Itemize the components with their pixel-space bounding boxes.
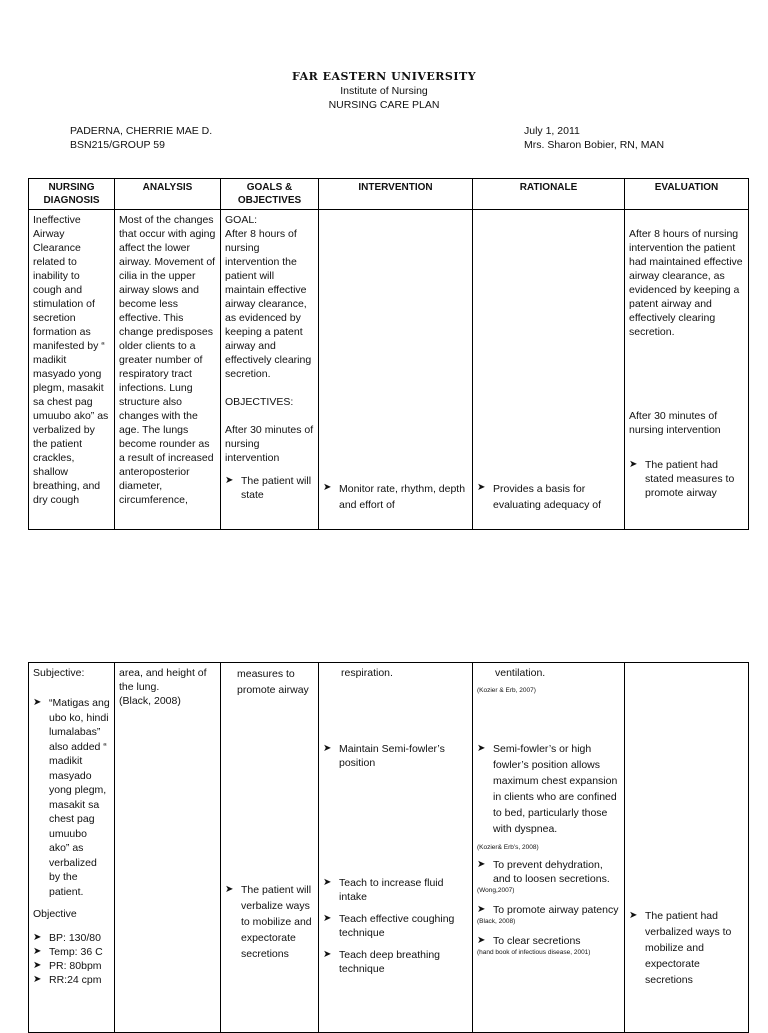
date-info — [524, 124, 664, 152]
bullet-arrow-icon: ➤ — [225, 884, 234, 895]
university-name: FAR EASTERN UNIVERSITY — [291, 70, 477, 83]
analysis-cell — [115, 210, 221, 530]
bullet-arrow-icon: ➤ — [477, 935, 486, 946]
rationale-item: To promote airway patency — [493, 904, 619, 916]
objectives-text: After 30 minutes of nursing intervention — [225, 424, 314, 464]
column-header: RATIONALE — [473, 179, 625, 210]
table-header-row — [29, 179, 749, 210]
list-item — [33, 931, 110, 945]
vital-sign: RR:24 cpm — [49, 974, 102, 986]
goals-cell — [221, 210, 319, 530]
goal-label: GOAL: — [225, 214, 258, 226]
bullet-arrow-icon: ➤ — [33, 960, 42, 971]
rationale-reference: (Black, 2008) — [477, 918, 516, 925]
bullet-arrow-icon: ➤ — [323, 877, 332, 888]
bullet-arrow-icon: ➤ — [33, 932, 42, 943]
bullet-arrow-icon: ➤ — [477, 904, 486, 915]
objective-label: Objective — [33, 908, 77, 920]
bullet-arrow-icon: ➤ — [629, 910, 638, 921]
analysis-text: Most of the changes that occur with aging affect the lower airway. Movement of cilia in the upper airway slows and become less effective. This change predisposes older clients to a greater number of respiratory tract infections. Lung structure also changes with the age. The lungs become rounder as a result of increased anteroposterior diameter, circumference, — [119, 214, 216, 506]
student-group: BSN215/GROUP 59 — [70, 139, 165, 151]
objective-item: The patient will verbalize ways to mobilize and expectorate secretions — [241, 884, 312, 960]
list-item — [629, 908, 744, 988]
column-header: NURSING DIAGNOSIS — [29, 179, 115, 210]
analysis-cell — [115, 663, 221, 1033]
list-item — [323, 948, 468, 976]
bullet-arrow-icon: ➤ — [33, 974, 42, 985]
subjective-label: Subjective: — [33, 667, 85, 679]
rationale-reference: (Wong,2007) — [477, 887, 515, 894]
diagnosis-cell — [29, 210, 115, 530]
list-item — [33, 973, 110, 987]
vitals-list — [33, 931, 110, 987]
rationale-cell — [473, 210, 625, 530]
evaluation-cell — [625, 210, 749, 530]
rationale-item: Semi-fowler’s or high fowler’s position allows maximum chest expansion in clients who are confined to bed, particularly those with dyspnea. — [493, 743, 618, 835]
list-item — [323, 876, 468, 904]
rationale-cell — [473, 663, 625, 1033]
rationale-item: To prevent dehydration, and to loosen secretions. — [493, 859, 610, 885]
list-item — [477, 741, 620, 837]
goal-text: measures to promote airway — [237, 668, 309, 696]
table-row — [29, 663, 749, 1033]
rationale-reference: (hand book of infectious disease, 2001) — [477, 949, 591, 956]
evaluation-item: The patient had stated measures to promote airway — [645, 459, 735, 499]
intervention-item: Maintain Semi-fowler’s position — [339, 743, 445, 769]
diagnosis-cell — [29, 663, 115, 1033]
list-item — [629, 458, 744, 500]
list-item — [477, 934, 620, 948]
list-item — [33, 959, 110, 973]
list-item — [323, 912, 468, 940]
document-title: NURSING CARE PLAN — [328, 99, 440, 111]
bullet-arrow-icon: ➤ — [323, 949, 332, 960]
institute-name: Institute of Nursing — [340, 85, 428, 97]
document-date: July 1, 2011 — [524, 125, 580, 137]
bullet-arrow-icon: ➤ — [477, 743, 486, 754]
list-item — [477, 858, 620, 886]
bullet-arrow-icon: ➤ — [323, 913, 332, 924]
rationale-text: ventilation. — [495, 667, 546, 679]
intervention-item: Teach effective coughing technique — [339, 913, 455, 939]
intervention-text: respiration. — [341, 667, 393, 679]
intervention-cell — [319, 210, 473, 530]
bullet-arrow-icon: ➤ — [477, 482, 486, 493]
analysis-reference: (Black, 2008) — [119, 695, 181, 707]
student-info — [70, 124, 212, 152]
vital-sign: Temp: 36 C — [49, 946, 103, 958]
rationale-reference: (Kozier& Erb’s, 2008) — [477, 844, 539, 851]
bullet-arrow-icon: ➤ — [629, 459, 638, 470]
goal-text: After 8 hours of nursing intervention the patient will maintain effective airway clearance, as evidenced by keeping a patent airway and effectively clearing secretion. — [225, 228, 312, 380]
table-row — [29, 210, 749, 530]
bullet-arrow-icon: ➤ — [225, 475, 234, 486]
evaluation-text: After 8 hours of nursing intervention the patient had maintained effective airway clearance, as evidenced by keeping a patent airway and effectively clearing secretion. — [629, 228, 743, 338]
list-item — [225, 882, 314, 962]
column-header: INTERVENTION — [319, 179, 473, 210]
student-name: PADERNA, CHERRIE MAE D. — [70, 125, 213, 137]
rationale-item: To clear secretions — [493, 935, 581, 947]
care-plan-table-page2 — [28, 662, 749, 1033]
list-item — [323, 742, 468, 770]
rationale-reference: (Kozier & Erb, 2007) — [477, 687, 536, 694]
intervention-item: Teach deep breathing technique — [339, 949, 440, 975]
evaluation-item: The patient had verbalized ways to mobilize and expectorate secretions — [645, 910, 732, 986]
care-plan-table-page1 — [28, 178, 749, 530]
evaluation-cell — [625, 663, 749, 1033]
goals-cell — [221, 663, 319, 1033]
list-item — [477, 481, 620, 513]
column-header: GOALS & OBJECTIVES — [221, 179, 319, 210]
intervention-item: Monitor rate, rhythm, depth and effort of — [339, 483, 466, 511]
list-item — [225, 474, 314, 502]
vital-sign: PR: 80bpm — [49, 960, 102, 972]
bullet-arrow-icon: ➤ — [33, 946, 42, 957]
bullet-arrow-icon: ➤ — [323, 482, 332, 493]
analysis-text: area, and height of the lung. — [119, 667, 207, 693]
bullet-arrow-icon: ➤ — [477, 859, 486, 870]
objectives-label: OBJECTIVES: — [225, 396, 294, 408]
bullet-arrow-icon: ➤ — [323, 743, 332, 754]
column-header: ANALYSIS — [115, 179, 221, 210]
evaluation-text: After 30 minutes of nursing intervention — [629, 410, 721, 436]
rationale-item: Provides a basis for evaluating adequacy of — [493, 483, 601, 511]
intervention-item: Teach to increase fluid intake — [339, 877, 444, 903]
instructor-name: Mrs. Sharon Bobier, RN, MAN — [524, 139, 665, 151]
document-header — [0, 70, 768, 112]
list-item — [33, 945, 110, 959]
subjective-item: “Matigas ang ubo ko, hindi lumalabas” also added “ madikit masyado yong plegm, masakit sa chest pag umuubo ako” as verbalized by the patient. — [49, 697, 110, 898]
objective-item: The patient will state — [241, 475, 312, 501]
list-item — [477, 903, 620, 917]
list-item — [323, 481, 468, 513]
bullet-arrow-icon: ➤ — [33, 697, 42, 708]
diagnosis-text: Ineffective Airway Clearance related to inability to cough and stimulation of secretion formation as manifested by “ madikit masyado yong plegm, masakit sa chest pag umuubo ako” as verbalized by the patient crackles, shallow breathing, and dry cough — [33, 214, 109, 506]
intervention-cell — [319, 663, 473, 1033]
list-item — [33, 696, 110, 899]
column-header: EVALUATION — [625, 179, 749, 210]
vital-sign: BP: 130/80 — [49, 932, 101, 944]
